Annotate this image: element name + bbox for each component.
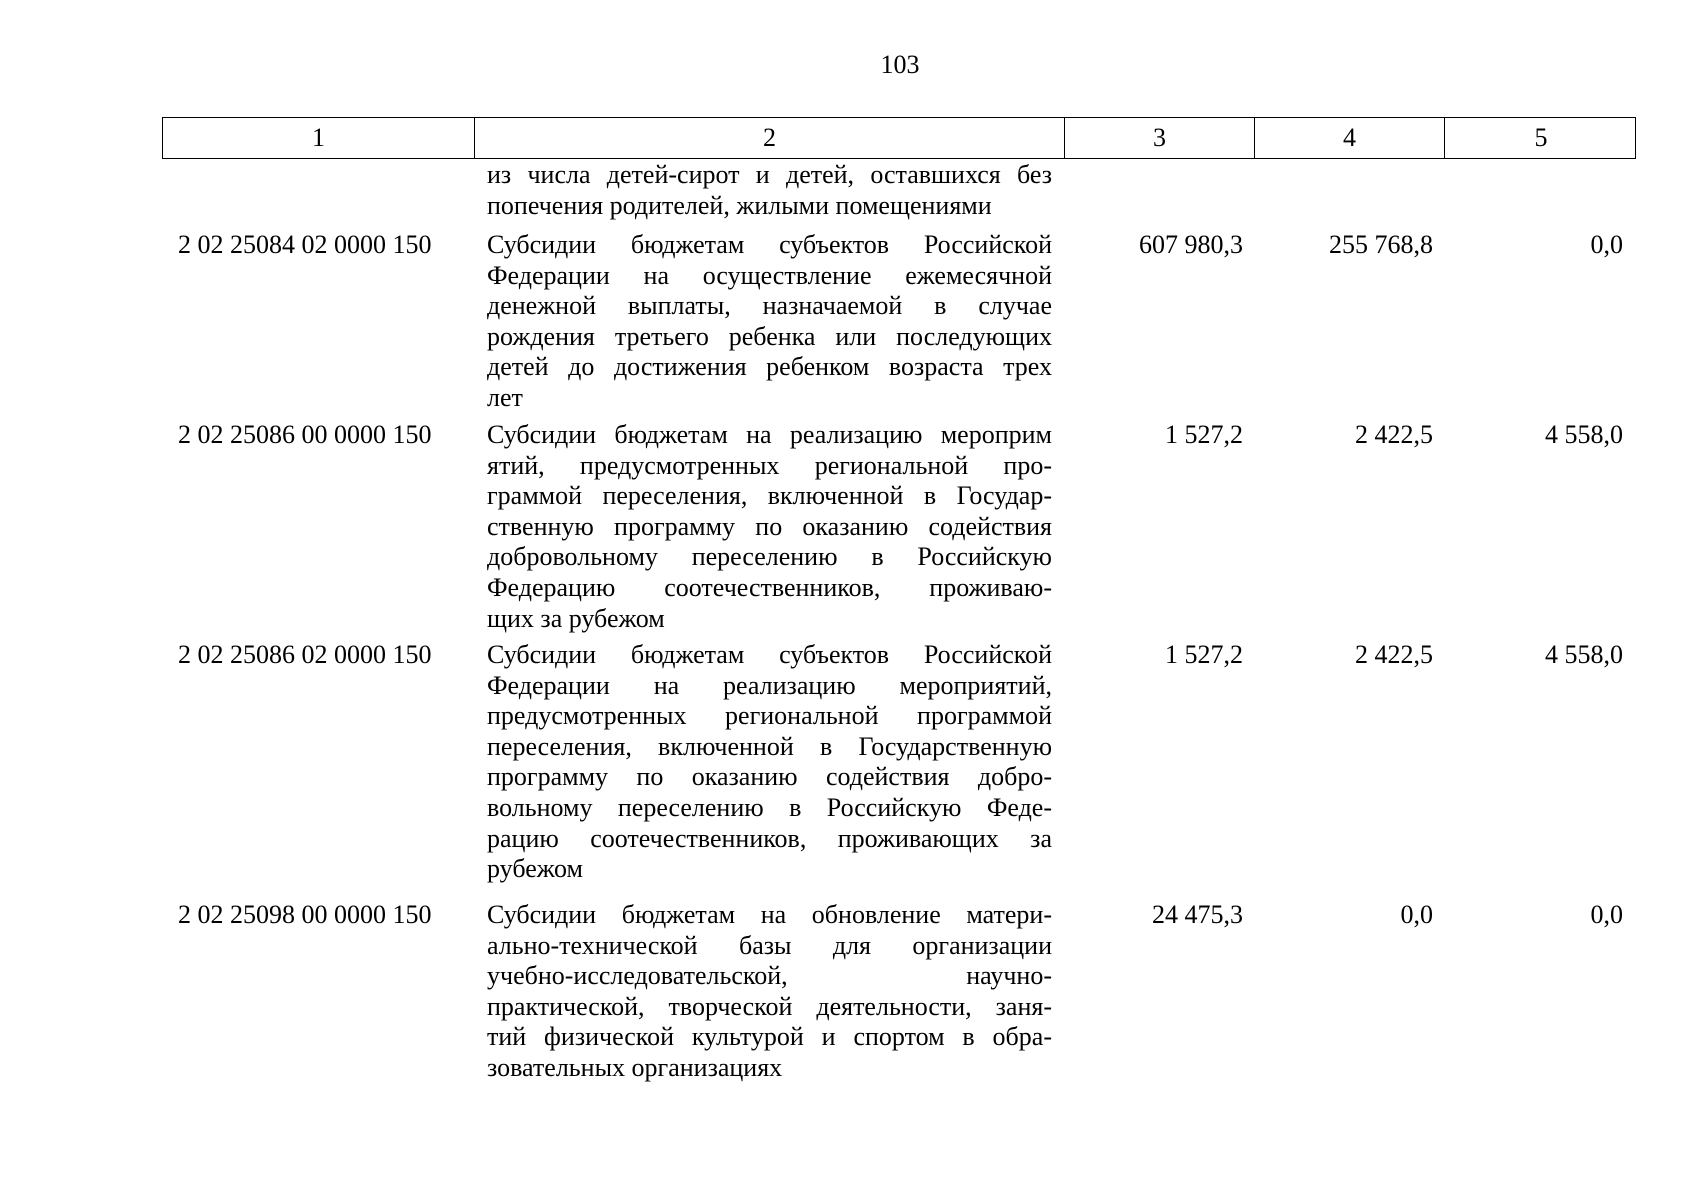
description-line: детей до достижения ребенком возраста трех [487, 352, 1052, 382]
row-description [487, 160, 1052, 221]
description-line: щих за рубежом [487, 603, 665, 633]
description-line: из числа детей-сирот и детей, оставшихся без [487, 160, 1052, 189]
description-line: вольному переселению в Российскую Феде- [487, 792, 1052, 822]
description-line: Субсидии бюджетам на реализацию мероприм [487, 420, 1052, 449]
description-line: денежной выплаты, назначаемой в случае [487, 291, 1052, 321]
description-line: ственную программу по оказанию содействия [487, 511, 1052, 541]
row-code: 2 02 25086 00 0000 150 [178, 420, 432, 449]
row-value-col4: 2 422,5 [1355, 420, 1433, 449]
row-value-col5: 4 558,0 [1545, 640, 1623, 669]
row-code: 2 02 25098 00 0000 150 [178, 900, 432, 929]
header-cell-3: 3 [1065, 118, 1255, 158]
row-value-col4: 255 768,8 [1329, 230, 1433, 259]
description-line: Федерацию соотечественников, проживаю- [487, 572, 1052, 602]
description-line: программу по оказанию содействия добро- [487, 762, 1052, 792]
row-description [487, 420, 1052, 634]
description-line: Субсидии бюджетам субъектов Российской [487, 230, 1052, 259]
description-line: лет [487, 382, 523, 412]
header-cell-5: 5 [1534, 123, 1548, 152]
description-line: попечения родителей, жилыми помещениями [487, 190, 992, 220]
description-line: рождения третьего ребенка или последующих [487, 321, 1052, 351]
row-code: 2 02 25086 02 0000 150 [178, 640, 432, 669]
description-line: добровольному переселению в Российскую [487, 542, 1052, 572]
row-description [487, 900, 1052, 1084]
description-line: Субсидии бюджетам на обновление матери- [487, 900, 1052, 929]
description-line: Федерации на реализацию мероприятий, [487, 670, 1052, 700]
row-value-col5: 0,0 [1590, 900, 1623, 929]
description-line: ятий, предусмотренных региональной про- [487, 450, 1052, 480]
description-line: Федерации на осуществление ежемесячной [487, 260, 1052, 290]
row-description [487, 230, 1052, 414]
description-line: практической, творческой деятельности, заня- [487, 991, 1052, 1021]
row-value-col3: 1 527,2 [1165, 640, 1243, 669]
row-description [487, 640, 1052, 885]
page-number: 103 [880, 50, 920, 79]
description-line: рацию соотечественников, проживающих за [487, 823, 1052, 853]
row-value-col3: 607 980,3 [1139, 230, 1243, 259]
row-value-col4: 2 422,5 [1355, 640, 1433, 669]
row-value-col3: 24 475,3 [1152, 900, 1243, 929]
row-value-col5: 4 558,0 [1545, 420, 1623, 449]
row-value-col3: 1 527,2 [1165, 420, 1243, 449]
description-line: Субсидии бюджетам субъектов Российской [487, 640, 1052, 669]
description-line: ально-технической базы для организации [487, 930, 1052, 960]
row-value-col5: 0,0 [1590, 230, 1623, 259]
description-line: тий физической культурой и спортом в обра- [487, 1022, 1052, 1052]
row-value-col4: 0,0 [1400, 900, 1433, 929]
header-cell-1: 1 [163, 118, 475, 158]
description-line: предусмотренных региональной программой [487, 701, 1052, 731]
table-header [162, 117, 1636, 159]
row-code: 2 02 25084 02 0000 150 [178, 230, 432, 259]
header-cell-2: 2 [475, 118, 1065, 158]
header-cell-4: 4 [1255, 118, 1445, 158]
description-line: зовательных организациях [487, 1052, 783, 1082]
description-line: рубежом [487, 854, 584, 884]
description-line: учебно-исследовательской, научно- [487, 961, 1052, 991]
description-line: переселения, включенной в Государственную [487, 731, 1052, 761]
description-line: граммой переселения, включенной в Государ- [487, 481, 1052, 511]
